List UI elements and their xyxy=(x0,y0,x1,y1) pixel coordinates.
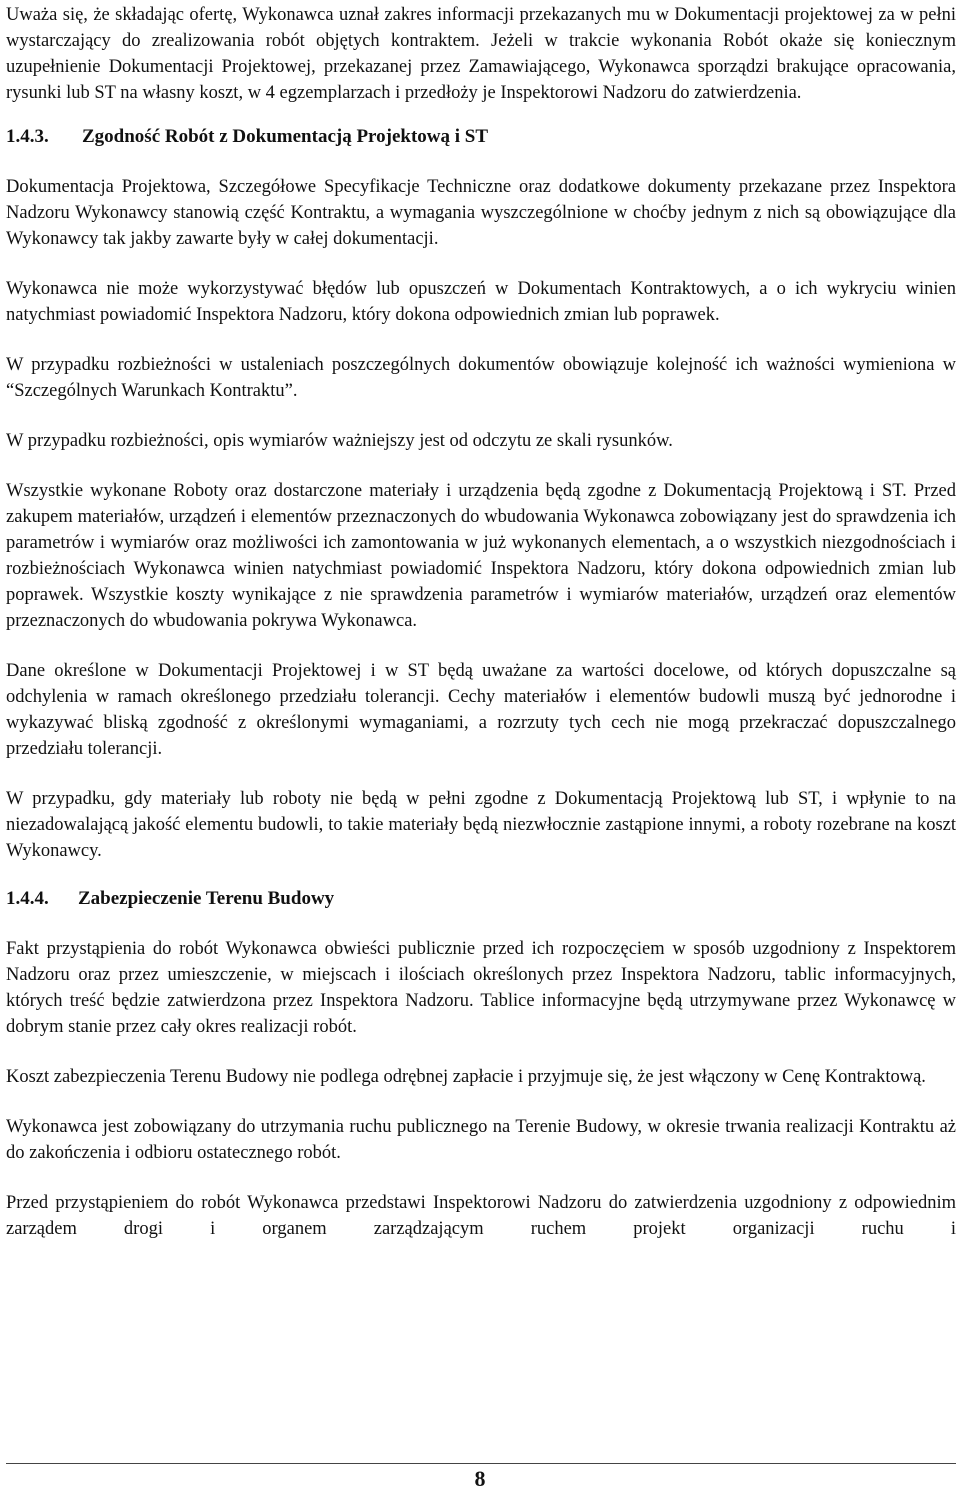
paragraph-discrepancies-order: W przypadku rozbieżności w ustaleniach poszczególnych dokumentów obowiązuje kolejność ich ważności wymieniona w “Szczególnych Warunkach Kontraktu”. xyxy=(6,355,956,401)
section-number: 1.4.3. xyxy=(6,126,49,147)
section-title: Zabezpieczenie Terenu Budowy xyxy=(78,888,335,909)
paragraph-security-cost: Koszt zabezpieczenia Terenu Budowy nie podlega odrębnej zapłacie i przyjmuje się, że jest włączony w Cenę Kontraktową. xyxy=(6,1067,926,1087)
document-page xyxy=(6,2,956,1242)
paragraph-compliance-materials: Wszystkie wykonane Roboty oraz dostarczone materiały i urządzenia będą zgodne z Dokumentacją Projektową i ST. Przed zakupem materiałów, urządzeń i elementów przeznaczonych do wbudowania Wykonawca zobowiązany jest do sprawdzenia ich parametrów i wymiarów oraz możliwości ich zamontowania w już wykonanych elementach, a o wszystkich niezgodnościach i rozbieżnościach Wykonawca winien natychmiast powiadomić Inspektora Nadzoru, który dokona odpowiednich zmian lub poprawek. Wszystkie koszty wynikające z nie sprawdzenia parametrów i wymiarów materiałów, urządzeń oraz elementów przeznaczonych do wbudowania pokrywa Wykonawca. xyxy=(6,481,956,631)
paragraph-tolerances: Dane określone w Dokumentacji Projektowej i w ST będą uważane za wartości docelowe, od których dopuszczalne są odchylenia w ramach określonego przedziału tolerancji. Cechy materiałów i elementów budowli muszą być jednorodne i wykazywać bliską zgodność z określonymi wymaganiami, a rozrzuty tych cech nie mogą przekraczać dopuszczalnego przedziału tolerancji. xyxy=(6,661,956,759)
section-heading-1-4-4 xyxy=(6,886,956,912)
paragraph-documentation-scope: Dokumentacja Projektowa, Szczegółowe Specyfikacje Techniczne oraz dodatkowe dokumenty przekazane przez Inspektora Nadzoru Wykonawcy stanowią część Kontraktu, a wymagania wyszczególnione w choćby jednym z nich są obowiązujące dla Wykonawcy tak jakby zawarte były w całej dokumentacji. xyxy=(6,177,956,249)
page-number: 8 xyxy=(474,1466,486,1491)
paragraph-errors-omissions: Wykonawca nie może wykorzystywać błędów lub opuszczeń w Dokumentach Kontraktowych, a o ich wykryciu winien natychmiast powiadomić Inspektora Nadzoru, który dokona odpowiednich zmian lub poprawek. xyxy=(6,279,956,325)
section-title: Zgodność Robót z Dokumentacją Projektową i ST xyxy=(82,126,489,147)
paragraph-nonconformity: W przypadku, gdy materiały lub roboty nie będą w pełni zgodne z Dokumentacją Projektową lub ST, i wpłynie to na niezadowalającą jakość elementu budowli, to takie materiały będą niezwłocznie zastąpione innymi, a roboty rozebrane na koszt Wykonawcy. xyxy=(6,789,956,861)
footer-divider xyxy=(6,1463,956,1464)
section-heading-1-4-3 xyxy=(6,124,956,150)
paragraph-dimensions-priority: W przypadku rozbieżności, opis wymiarów ważniejszy jest od odczytu ze skali rysunków. xyxy=(6,431,673,451)
section-number: 1.4.4. xyxy=(6,888,49,909)
paragraph-public-traffic: Wykonawca jest zobowiązany do utrzymania ruchu publicznego na Terenie Budowy, w okresie trwania realizacji Kontraktu aż do zakończenia i odbioru ostatecznego robót. xyxy=(6,1117,956,1163)
paragraph-intro: Uważa się, że składając ofertę, Wykonawca uznał zakres informacji przekazanych mu w Dokumentacji projektowej za w pełni wystarczający do zrealizowania robót objętych kontraktem. Jeżeli w trakcie wykonania Robót okaże się koniecznym uzupełnienie Dokumentacji Projektowej, przekazanej przez Zamawiającego, Wykonawca sporządzi brakujące opracowania, rysunki lub ST na własny koszt, w 4 egzemplarzach i przedłoży je Inspektorowi Nadzoru do zatwierdzenia. xyxy=(6,5,956,103)
paragraph-traffic-organization: Przed przystąpieniem do robót Wykonawca przedstawi Inspektorowi Nadzoru do zatwierdzenia uzgodniony z odpowiednim zarządem drogi i organem zarządzającym ruchem projekt organizacji ruchu i xyxy=(6,1193,956,1239)
paragraph-public-notice: Fakt przystąpienia do robót Wykonawca obwieści publicznie przed ich rozpoczęciem w sposób uzgodniony z Inspektorem Nadzoru oraz przez umieszczenie, w miejscach i ilościach określonych przez Inspektora Nadzoru, tablic informacyjnych, których treść będzie zatwierdzona przez Inspektora Nadzoru. Tablice informacyjne będą utrzymywane przez Wykonawcę w dobrym stanie przez cały okres realizacji robót. xyxy=(6,939,956,1037)
